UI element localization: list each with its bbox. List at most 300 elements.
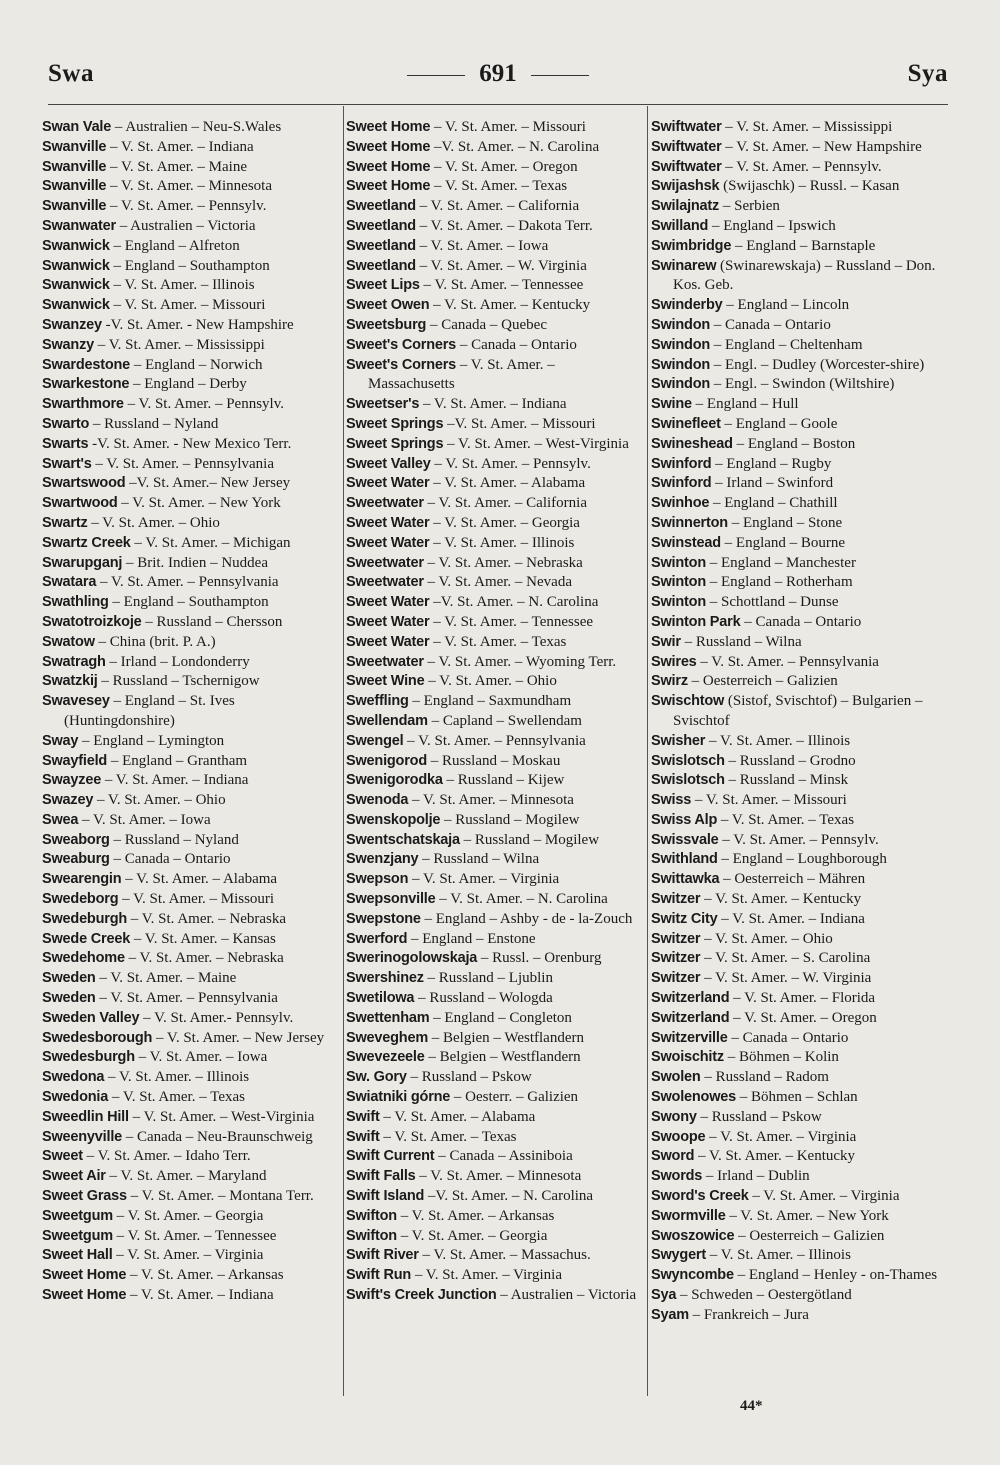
entry-name: Swardestone bbox=[42, 356, 131, 373]
entry-location: – V. St. Amer. – Georgia bbox=[116, 1207, 264, 1224]
column-1 bbox=[42, 118, 342, 1306]
entry-name: Swerinogolowskaja bbox=[346, 950, 478, 967]
entry-name: Sweetwater bbox=[346, 554, 424, 571]
gazetteer-entry bbox=[651, 1187, 946, 1207]
entry-name: Swershinez bbox=[346, 970, 424, 987]
entry-location: – V. St. Amer. – Pennsylv. bbox=[722, 831, 879, 848]
entry-location: – V. St. Amer. – New Hampshire bbox=[725, 138, 922, 155]
gazetteer-entry bbox=[42, 1167, 342, 1187]
entry-location: – V. St. Amer. – Illinois bbox=[709, 1247, 851, 1264]
gazetteer-entry bbox=[42, 296, 342, 316]
gazetteer-entry bbox=[42, 177, 342, 197]
entry-name: Swineshead bbox=[651, 435, 733, 452]
gazetteer-entry bbox=[651, 534, 946, 554]
gazetteer-entry bbox=[42, 791, 342, 811]
entry-name: Swedesborough bbox=[42, 1029, 153, 1046]
entry-location: – V. St. Amer. – Iowa bbox=[82, 811, 211, 828]
entry-name: Swanzey bbox=[42, 316, 102, 333]
gazetteer-entry bbox=[651, 732, 946, 752]
gazetteer-entry bbox=[42, 752, 342, 772]
entry-location: – Oesterreich – Mähren bbox=[723, 871, 866, 888]
gazetteer-entry bbox=[651, 633, 946, 653]
entry-name: Sweet Hall bbox=[42, 1247, 113, 1264]
page-header bbox=[48, 60, 948, 100]
gazetteer-entry bbox=[651, 494, 946, 514]
gazetteer-entry bbox=[346, 336, 644, 356]
gazetteer-entry bbox=[42, 969, 342, 989]
entry-name: Swatara bbox=[42, 574, 97, 591]
entry-location: – V. St. Amer. – Virginia bbox=[412, 871, 560, 888]
entry-location: – Schweden – Oestergötland bbox=[679, 1287, 852, 1304]
entry-name: Swedonia bbox=[42, 1089, 109, 1106]
entry-location: -V. St. Amer. - New Mexico Terr. bbox=[92, 435, 292, 452]
gazetteer-entry bbox=[346, 811, 644, 831]
entry-name: Swires bbox=[651, 653, 697, 670]
column-divider-1 bbox=[343, 106, 344, 1396]
entry-location: – Australien – Victoria bbox=[119, 217, 256, 234]
entry-location: – Irland – Londonderry bbox=[109, 653, 250, 670]
entry-name: Swengel bbox=[346, 732, 404, 749]
entry-location: – Canada – Ontario bbox=[744, 613, 862, 630]
entry-name: Swazey bbox=[42, 792, 94, 809]
entry-location: – V. St. Amer. – West-Virginia bbox=[447, 435, 629, 452]
entry-name: Sweffling bbox=[346, 693, 409, 710]
entry-name: Sweetland bbox=[346, 237, 416, 254]
entry-location: – Oesterreich – Galizien bbox=[691, 673, 838, 690]
entry-name: Swijashsk bbox=[651, 178, 720, 195]
entry-location: – England – Rugby bbox=[715, 455, 832, 472]
entry-name: Sweet bbox=[42, 1148, 83, 1165]
entry-location: – V. St. Amer. – Virginia bbox=[116, 1247, 264, 1264]
entry-name: Sword bbox=[651, 1148, 695, 1165]
entry-location: – Russland – Wilna bbox=[684, 633, 802, 650]
entry-location: – V. St. Amer. – California bbox=[427, 495, 587, 512]
entry-name: Swine bbox=[651, 396, 692, 413]
gazetteer-entry bbox=[346, 930, 644, 950]
entry-location: – England – Lincoln bbox=[726, 297, 850, 314]
entry-location: – V. St. Amer. – Missouri bbox=[433, 119, 586, 135]
gazetteer-entry bbox=[346, 455, 644, 475]
gazetteer-entry bbox=[651, 375, 946, 395]
entry-location: – V. St. Amer. – Georgia bbox=[400, 1227, 548, 1244]
entry-name: Swiatniki górne bbox=[346, 1089, 451, 1106]
entry-location: – V. St. Amer. – Ohio bbox=[428, 673, 557, 690]
entry-name: Swarto bbox=[42, 415, 90, 432]
entry-name: Swindon bbox=[651, 356, 711, 373]
entry-location: – V. St. Amer. – Ohio bbox=[96, 792, 226, 809]
gazetteer-entry bbox=[651, 949, 946, 969]
gazetteer-entry bbox=[346, 593, 644, 613]
entry-location: – England – Ashby - de - la-Zouch bbox=[424, 910, 633, 927]
gazetteer-entry bbox=[651, 752, 946, 772]
gazetteer-entry bbox=[42, 949, 342, 969]
gazetteer-entry bbox=[651, 1227, 946, 1247]
gazetteer-entry bbox=[346, 831, 644, 851]
entry-name: Swanwick bbox=[42, 297, 110, 314]
entry-name: Swevezeele bbox=[346, 1049, 425, 1066]
entry-name: Sweetland bbox=[346, 198, 416, 215]
gazetteer-entry bbox=[651, 573, 946, 593]
gazetteer-entry bbox=[651, 138, 946, 158]
gazetteer-entry bbox=[42, 653, 342, 673]
gazetteer-entry bbox=[346, 474, 644, 494]
entry-name: Switzer bbox=[651, 950, 701, 967]
gazetteer-entry bbox=[346, 1286, 644, 1306]
entry-name: Switzer bbox=[651, 891, 701, 908]
entry-location: – V. St. Amer. – Illinois bbox=[113, 277, 255, 294]
entry-location: – V. St. Amer. – Tennessee bbox=[423, 277, 584, 294]
gazetteer-entry bbox=[42, 1068, 342, 1088]
entry-name: Sweet Home bbox=[346, 138, 431, 155]
entry-name: Swetilowa bbox=[346, 990, 415, 1007]
gazetteer-entry bbox=[42, 375, 342, 395]
entry-name: Swatow bbox=[42, 633, 95, 650]
entry-location: – Canada – Quebec bbox=[429, 316, 547, 333]
entry-location: – England – St. Ives (Huntingdonshire) bbox=[64, 693, 235, 729]
gazetteer-entry bbox=[42, 1207, 342, 1227]
entry-location: – Belgien – Westflandern bbox=[428, 1049, 581, 1066]
entry-name: Swisher bbox=[651, 732, 706, 749]
entry-name: Sweetwater bbox=[346, 574, 424, 591]
gazetteer-entry bbox=[42, 435, 342, 455]
entry-location: – V. St. Amer. – Florida bbox=[733, 990, 876, 1007]
entry-location: – England – Hull bbox=[695, 396, 799, 413]
entry-location: – England – Alfreton bbox=[113, 237, 240, 254]
gazetteer-entry bbox=[42, 336, 342, 356]
gazetteer-entry bbox=[42, 395, 342, 415]
entry-location: – V. St. Amer. – Pennsylvania bbox=[407, 732, 586, 749]
entry-name: Swimbridge bbox=[651, 237, 732, 254]
gazetteer-entry bbox=[651, 969, 946, 989]
entry-name: Swatragh bbox=[42, 653, 106, 670]
gazetteer-entry bbox=[346, 118, 644, 138]
gazetteer-entry bbox=[651, 415, 946, 435]
gazetteer-entry bbox=[346, 415, 644, 435]
gazetteer-entry bbox=[42, 811, 342, 831]
entry-name: Sway bbox=[42, 732, 79, 749]
entry-name: Sweet Home bbox=[42, 1267, 127, 1284]
entry-location: – V. St. Amer. – Ohio bbox=[704, 930, 833, 947]
entry-name: Swinderby bbox=[651, 297, 723, 314]
entry-name: Sweden bbox=[42, 990, 96, 1007]
gazetteer-entry bbox=[42, 257, 342, 277]
gazetteer-entry bbox=[42, 237, 342, 257]
entry-location: –V. St. Amer. – N. Carolina bbox=[427, 1188, 594, 1205]
entry-location: – Irland – Swinford bbox=[715, 475, 834, 492]
gazetteer-entry bbox=[42, 494, 342, 514]
entry-location: – Russland – Nyland bbox=[113, 831, 239, 848]
gazetteer-entry bbox=[651, 316, 946, 336]
entry-location: – V. St. Amer. – Indiana bbox=[110, 138, 254, 155]
gazetteer-entry bbox=[346, 989, 644, 1009]
entry-location: – Canada – Neu-Braunschweig bbox=[125, 1128, 313, 1145]
entry-location: – V. St. Amer. – Virginia bbox=[414, 1267, 562, 1284]
header-right-keyword: Sya bbox=[907, 60, 948, 87]
entry-name: Sweden bbox=[42, 970, 96, 987]
entry-location: – England – Norwich bbox=[133, 356, 263, 373]
gazetteer-entry bbox=[42, 831, 342, 851]
entry-name: Swifton bbox=[346, 1207, 397, 1224]
gazetteer-entry bbox=[651, 435, 946, 455]
gazetteer-entry bbox=[42, 1088, 342, 1108]
gazetteer-entry bbox=[42, 672, 342, 692]
entry-location: – England – Barnstaple bbox=[734, 237, 876, 254]
entry-name: Sweetwater bbox=[346, 653, 424, 670]
gazetteer-entry bbox=[346, 712, 644, 732]
gazetteer-entry bbox=[42, 890, 342, 910]
entry-location: – V. St. Amer. – Maine bbox=[99, 970, 237, 987]
gazetteer-entry bbox=[651, 1088, 946, 1108]
entry-location: – Russland – Mogilew bbox=[463, 831, 600, 848]
entry-name: Swirz bbox=[651, 673, 688, 690]
entry-location: – Russland – Mogilew bbox=[444, 811, 580, 828]
entry-name: Swift Island bbox=[346, 1188, 425, 1205]
entry-name: Sweet's Corners bbox=[346, 356, 457, 373]
entry-location: – V. St. Amer. – Oregon bbox=[433, 158, 578, 175]
entry-name: Swoischitz bbox=[651, 1049, 724, 1066]
entry-location: –V. St. Amer. – Missouri bbox=[447, 415, 596, 432]
entry-name: Swenigorod bbox=[346, 752, 427, 769]
entry-location: – V. St. Amer. – Texas bbox=[111, 1089, 245, 1106]
entry-location: – V. St. Amer. – Alabama bbox=[125, 871, 278, 888]
entry-name: Sweet Water bbox=[346, 613, 430, 630]
entry-name: Switzerville bbox=[651, 1029, 728, 1046]
column-2 bbox=[346, 118, 644, 1306]
entry-name: Swittawka bbox=[651, 871, 720, 888]
gazetteer-entry bbox=[42, 534, 342, 554]
entry-name: Swathling bbox=[42, 594, 109, 611]
entry-location: – England – Saxmundham bbox=[412, 693, 572, 710]
gazetteer-entry bbox=[651, 1009, 946, 1029]
gazetteer-entry bbox=[42, 514, 342, 534]
gazetteer-entry bbox=[346, 1246, 644, 1266]
entry-name: Swiftwater bbox=[651, 158, 722, 175]
gazetteer-entry bbox=[42, 1128, 342, 1148]
entry-location: – China (brit. P. A.) bbox=[98, 633, 216, 650]
entry-location: – V. St. Amer. – Mississippi bbox=[97, 336, 265, 353]
gazetteer-entry bbox=[346, 1048, 644, 1068]
gazetteer-entry bbox=[651, 1306, 946, 1326]
entry-location: – V. St. Amer. – Nebraska bbox=[128, 950, 284, 967]
gazetteer-entry bbox=[42, 554, 342, 574]
entry-name: Sweet Water bbox=[346, 475, 430, 492]
entry-location: –V. St. Amer.– New Jersey bbox=[129, 475, 291, 492]
entry-location: – Russl. – Orenburg bbox=[480, 950, 602, 967]
entry-location: – V. St. Amer. – Alabama bbox=[433, 475, 586, 492]
entry-location: – Belgien – Westflandern bbox=[431, 1029, 584, 1046]
entry-name: Swarts bbox=[42, 435, 89, 452]
entry-location: – V. St. Amer. – Oregon bbox=[733, 1009, 877, 1026]
entry-location: – V. St. Amer. – Massachus. bbox=[422, 1247, 591, 1264]
entry-name: Sweetland bbox=[346, 257, 416, 274]
entry-location: – V. St. Amer. – Tennessee bbox=[116, 1227, 277, 1244]
entry-location: – Russland – Tschernigow bbox=[101, 673, 260, 690]
entry-location: – V. St. Amer. – Texas bbox=[433, 633, 567, 650]
gazetteer-entry bbox=[346, 494, 644, 514]
gazetteer-entry bbox=[346, 573, 644, 593]
entry-location: – V. St. Amer. – Illinois bbox=[108, 1069, 250, 1086]
entry-location: – Engl. – Dudley (Worcester-shire) bbox=[713, 356, 925, 373]
entry-name: Swinford bbox=[651, 455, 712, 472]
gazetteer-entry bbox=[42, 633, 342, 653]
entry-location: – Russland – Kijew bbox=[446, 772, 565, 789]
gazetteer-entry bbox=[651, 257, 946, 297]
entry-location: – V. St. Amer. – Pennsylv. bbox=[110, 198, 267, 215]
entry-location: – Russland – Chersson bbox=[145, 613, 283, 630]
gazetteer-entry bbox=[651, 1108, 946, 1128]
gazetteer-entry bbox=[651, 1286, 946, 1306]
entry-name: Swepson bbox=[346, 871, 409, 888]
entry-location: – England – Southampton bbox=[113, 257, 270, 274]
entry-name: Swerford bbox=[346, 930, 408, 947]
gazetteer-entry bbox=[346, 534, 644, 554]
gazetteer-entry bbox=[346, 1108, 644, 1128]
entry-location: – England – Ipswich bbox=[711, 217, 836, 234]
entry-location: – England – Grantham bbox=[110, 752, 248, 769]
entry-location: –V. St. Amer. – N. Carolina bbox=[433, 594, 599, 611]
entry-location: – V. St. Amer. – Montana Terr. bbox=[130, 1188, 314, 1205]
entry-location: – Irland – Dublin bbox=[705, 1168, 810, 1185]
entry-name: Swinstead bbox=[651, 534, 721, 551]
gazetteer-entry bbox=[346, 276, 644, 296]
gazetteer-entry bbox=[651, 692, 946, 732]
entry-location: – Russland – Wilna bbox=[422, 851, 540, 868]
entry-location: – V. St. Amer. – California bbox=[419, 198, 580, 215]
entry-name: Swanwick bbox=[42, 257, 110, 274]
entry-name: Sweet Valley bbox=[346, 455, 431, 472]
entry-name: Swift bbox=[346, 1108, 380, 1125]
gazetteer-entry bbox=[42, 217, 342, 237]
gazetteer-entry bbox=[651, 356, 946, 376]
entry-location: – Russland – Wologda bbox=[418, 990, 553, 1007]
entry-name: Swearengin bbox=[42, 871, 122, 888]
entry-location: – Russland – Moskau bbox=[430, 752, 561, 769]
entry-location: – V. St. Amer. – Pennsylvania bbox=[95, 455, 274, 472]
entry-name: Swissvale bbox=[651, 831, 719, 848]
gazetteer-entry bbox=[651, 1048, 946, 1068]
entry-name: Sweet Water bbox=[346, 534, 430, 551]
entry-location: (Sistof, Svischtof) – Bulgarien – Svischtof bbox=[673, 693, 923, 729]
entry-location: – Frankreich – Jura bbox=[692, 1306, 809, 1323]
entry-location: – England – Enstone bbox=[411, 930, 536, 947]
entry-location: – Böhmen – Kolin bbox=[727, 1049, 839, 1066]
entry-name: Switzerland bbox=[651, 990, 730, 1007]
gazetteer-entry bbox=[346, 791, 644, 811]
entry-location: – V. St. Amer. – Illinois bbox=[708, 732, 851, 749]
gazetteer-entry bbox=[346, 653, 644, 673]
entry-name: Swatzkij bbox=[42, 673, 98, 690]
entry-name: Sweet Home bbox=[346, 158, 431, 175]
entry-location: – England – Rotherham bbox=[709, 574, 853, 591]
gazetteer-entry bbox=[651, 613, 946, 633]
gazetteer-entry bbox=[42, 771, 342, 791]
entry-location: – England – Lymington bbox=[82, 732, 225, 749]
gazetteer-entry bbox=[651, 1266, 946, 1286]
gazetteer-entry bbox=[346, 197, 644, 217]
header-left-keyword: Swa bbox=[48, 60, 94, 87]
gazetteer-entry bbox=[346, 257, 644, 277]
gazetteer-entry bbox=[346, 1167, 644, 1187]
gazetteer-entry bbox=[42, 732, 342, 752]
gazetteer-entry bbox=[651, 1147, 946, 1167]
entry-name: Sweet Wine bbox=[346, 673, 425, 690]
gazetteer-entry bbox=[651, 177, 946, 197]
entry-location: – V. St. Amer. – Nebraska bbox=[427, 554, 583, 571]
entry-name: Swinnerton bbox=[651, 514, 728, 531]
entry-name: Sweetser's bbox=[346, 396, 420, 413]
gazetteer-entry bbox=[346, 1187, 644, 1207]
entry-location: – V. St. Amer. – Arkansas bbox=[400, 1207, 555, 1224]
gazetteer-entry bbox=[651, 850, 946, 870]
entry-location: (Swinarewskaja) – Russland – Don. Kos. Geb. bbox=[673, 257, 936, 294]
entry-location: – V. St. Amer. – Missouri bbox=[694, 792, 847, 809]
entry-location: – Serbien bbox=[722, 198, 780, 215]
entry-name: Swedona bbox=[42, 1069, 105, 1086]
entry-name: Swilland bbox=[651, 217, 709, 234]
entry-name: Swartz Creek bbox=[42, 534, 131, 551]
entry-name: Swift Falls bbox=[346, 1168, 416, 1185]
entry-name: Sweetwater bbox=[346, 495, 424, 512]
gazetteer-entry bbox=[346, 850, 644, 870]
gazetteer-entry bbox=[42, 870, 342, 890]
entry-location: – England – Goole bbox=[724, 415, 838, 432]
entry-name: Swoope bbox=[651, 1128, 706, 1145]
entry-name: Sweaborg bbox=[42, 831, 110, 848]
entry-name: Sword's Creek bbox=[651, 1188, 749, 1205]
entry-name: Swenoda bbox=[346, 792, 409, 809]
entry-location: – V. St. Amer. – Texas bbox=[383, 1128, 517, 1145]
entry-name: Swindon bbox=[651, 316, 711, 333]
gazetteer-entry bbox=[346, 969, 644, 989]
entry-name: Swinford bbox=[651, 475, 712, 492]
entry-name: Sweedlin Hill bbox=[42, 1108, 129, 1125]
entry-name: Swan Vale bbox=[42, 119, 112, 135]
gazetteer-entry bbox=[42, 573, 342, 593]
page-number: 691 bbox=[48, 60, 948, 88]
gazetteer-entry bbox=[346, 356, 644, 396]
gazetteer-entry bbox=[346, 1227, 644, 1247]
entry-location: – Russland – Minsk bbox=[728, 772, 849, 789]
gazetteer-entry bbox=[651, 910, 946, 930]
entry-name: Sweet's Corners bbox=[346, 336, 457, 353]
entry-name: Swarkestone bbox=[42, 376, 130, 393]
entry-name: Swayfield bbox=[42, 752, 108, 769]
gazetteer-entry bbox=[42, 197, 342, 217]
gazetteer-entry bbox=[42, 930, 342, 950]
entry-location: – Böhmen – Schlan bbox=[739, 1089, 858, 1106]
gazetteer-entry bbox=[42, 415, 342, 435]
entry-location: – V. St. Amer. – New Jersey bbox=[155, 1029, 325, 1046]
gazetteer-entry bbox=[42, 1266, 342, 1286]
entry-name: Sweet Springs bbox=[346, 415, 444, 432]
entry-name: Swatotroizkoje bbox=[42, 613, 142, 630]
entry-name: Sweet Lips bbox=[346, 277, 420, 294]
gazetteer-entry bbox=[346, 296, 644, 316]
entry-location: – V. St. Amer. – Minnesota bbox=[110, 178, 273, 195]
entry-name: Swony bbox=[651, 1108, 697, 1125]
entry-name: Sweden Valley bbox=[42, 1009, 140, 1026]
gazetteer-entry bbox=[42, 593, 342, 613]
entry-name: Swinefleet bbox=[651, 415, 721, 432]
gazetteer-entry bbox=[346, 949, 644, 969]
entry-location: – V. St. Amer. – Ohio bbox=[91, 514, 220, 531]
entry-location: – V. St. Amer. – Virginia bbox=[709, 1128, 857, 1145]
gazetteer-entry bbox=[346, 435, 644, 455]
entry-name: Swayzee bbox=[42, 772, 102, 789]
entry-location: – Engl. – Swindon (Wiltshire) bbox=[713, 376, 895, 393]
gazetteer-entry bbox=[651, 653, 946, 673]
gazetteer-entry bbox=[651, 1167, 946, 1187]
